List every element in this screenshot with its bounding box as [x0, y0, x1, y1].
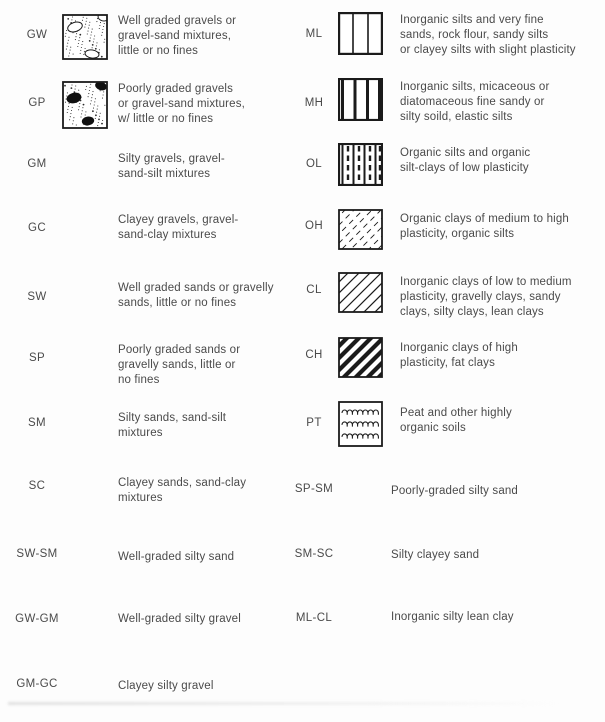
pattern-swatch-oh	[338, 209, 383, 250]
description-line: gravel-sand mixtures,	[118, 30, 232, 42]
description-line: Peat and other highly	[400, 407, 512, 419]
pattern-swatch-mh	[338, 78, 383, 121]
description-line: Inorganic clays of low to medium	[400, 276, 572, 288]
soil-code-sp-sm: SP-SM	[294, 483, 334, 495]
description-line: or clayey silts with slight plasticity	[400, 44, 576, 56]
soil-code-gw: GW	[26, 29, 48, 41]
soil-code-oh: OH	[305, 220, 323, 232]
pattern-swatch-gp	[62, 81, 108, 129]
description-gc	[118, 213, 238, 243]
description-line: Poorly graded gravels	[118, 83, 234, 95]
description-line: clays, silty clays, lean clays	[400, 306, 544, 318]
description-line: w/ little or no fines	[118, 113, 214, 125]
description-line: mixtures	[118, 427, 163, 439]
description-line: sands, little or no fines	[118, 297, 237, 309]
soil-code-ml-cl: ML-CL	[295, 612, 333, 624]
description-gm	[118, 152, 225, 182]
soil-code-sm: SM	[28, 417, 46, 429]
description-line: Well graded sands or gravelly	[118, 282, 274, 294]
description-line: Inorganic silts and very fine	[400, 14, 544, 26]
description-oh	[400, 212, 569, 242]
description-line: no fines	[118, 374, 160, 386]
description-line: plasticity, fat clays	[400, 357, 495, 369]
description-gm-gc	[118, 679, 214, 694]
description-line: sand-clay mixtures	[118, 229, 217, 241]
description-line: Poorly graded sands or	[118, 344, 241, 356]
soil-code-sw-sm: SW-SM	[16, 548, 58, 560]
soil-code-sp: SP	[28, 352, 46, 364]
description-ch	[400, 341, 518, 371]
description-line: Well graded gravels or	[118, 15, 237, 27]
description-gw-gm	[118, 612, 241, 627]
description-mh	[400, 80, 549, 125]
soil-code-cl: CL	[306, 284, 322, 296]
description-line: plasticity, gravelly clays, sandy	[400, 291, 561, 303]
description-sp	[118, 343, 240, 388]
soil-code-gw-gm: GW-GM	[15, 613, 59, 625]
pattern-swatch-cl	[338, 272, 383, 313]
soil-code-ol: OL	[305, 158, 323, 170]
description-line: Poorly-graded silty sand	[391, 485, 518, 497]
description-line: sands, rock flour, sandy silts	[400, 29, 549, 41]
soil-code-sm-sc: SM-SC	[294, 548, 334, 560]
pattern-swatch-pt	[338, 401, 383, 447]
description-ol	[400, 146, 530, 176]
description-line: Silty clayey sand	[391, 549, 480, 561]
description-line: Organic clays of medium to high	[400, 213, 569, 225]
description-cl	[400, 275, 572, 320]
description-line: Well-graded silty gravel	[118, 613, 241, 625]
description-line: diatomaceous fine sandy or	[400, 96, 545, 108]
scan-artifact	[8, 702, 560, 705]
description-line: plasticity, organic silts	[400, 228, 515, 240]
description-line: Organic silts and organic	[400, 147, 531, 159]
description-line: sand-silt mixtures	[118, 168, 211, 180]
description-line: silt-clays of low plasticity	[400, 162, 529, 174]
description-line: Clayey silty gravel	[118, 680, 214, 692]
soil-code-ch: CH	[305, 349, 323, 361]
description-line: little or no fines	[118, 45, 199, 57]
description-ml	[400, 13, 576, 58]
description-sm	[118, 411, 226, 441]
description-ml-cl	[391, 610, 514, 625]
pattern-swatch-ol	[338, 143, 383, 186]
soil-code-gm-gc: GM-GC	[16, 678, 58, 690]
description-line: gravelly sands, little or	[118, 359, 236, 371]
description-pt	[400, 406, 512, 436]
description-line: Clayey sands, sand-clay	[118, 477, 247, 489]
pattern-swatch-ch	[338, 337, 383, 378]
description-gw	[118, 14, 236, 59]
soil-code-mh: MH	[304, 97, 324, 109]
description-line: Clayey gravels, gravel-	[118, 214, 239, 226]
soil-code-gc: GC	[28, 222, 46, 234]
soil-code-ml: ML	[305, 28, 323, 40]
description-line: or gravel-sand mixtures,	[118, 98, 245, 110]
description-line: Silty sands, sand-silt	[118, 412, 227, 424]
description-line: organic soils	[400, 422, 466, 434]
description-sw	[118, 281, 274, 311]
description-line: Inorganic silty lean clay	[391, 611, 514, 623]
soil-code-pt: PT	[306, 417, 322, 429]
description-sm-sc	[391, 548, 479, 563]
pattern-swatch-ml	[338, 12, 383, 55]
soil-code-gm: GM	[27, 158, 47, 170]
soil-code-gp: GP	[28, 97, 46, 109]
description-line: mixtures	[118, 492, 163, 504]
pattern-swatch-gw	[62, 14, 108, 60]
description-sp-sm	[391, 484, 518, 499]
description-line: Silty gravels, gravel-	[118, 153, 225, 165]
description-line: silty soild, elastic silts	[400, 111, 513, 123]
description-sw-sm	[118, 550, 234, 565]
description-sc	[118, 476, 246, 506]
soil-code-sc: SC	[28, 480, 46, 492]
description-line: Inorganic silts, micaceous or	[400, 81, 550, 93]
description-gp	[118, 82, 245, 127]
description-line: Well-graded silty sand	[118, 551, 235, 563]
description-line: Inorganic clays of high	[400, 342, 518, 354]
soil-code-sw: SW	[27, 291, 47, 303]
